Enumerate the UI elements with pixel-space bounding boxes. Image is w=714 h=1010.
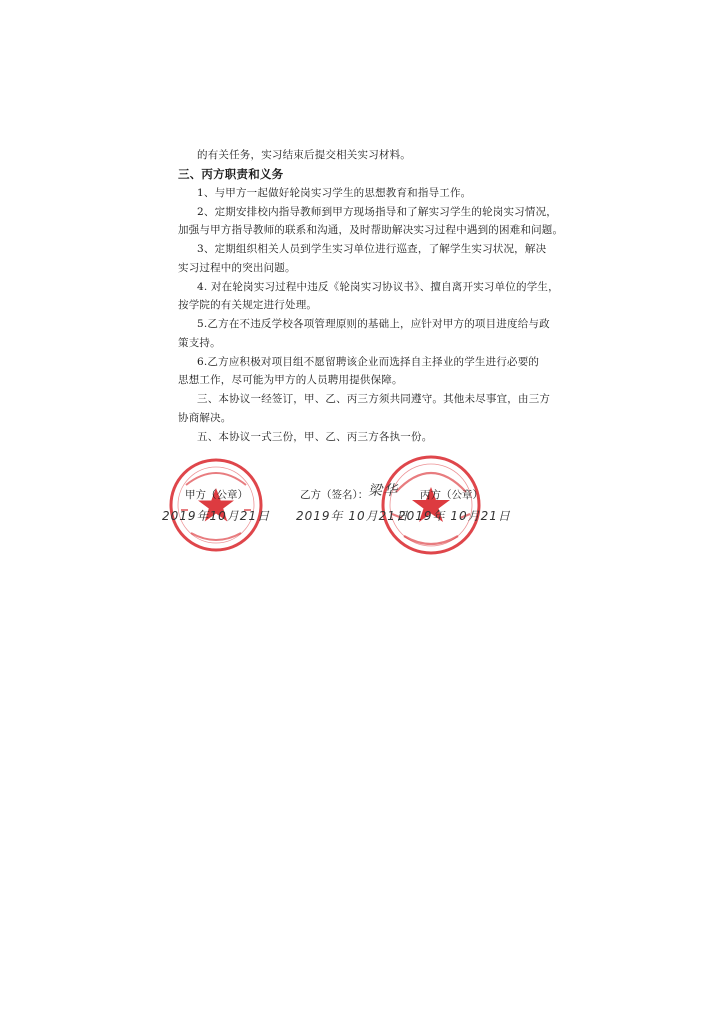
party-a-date: 2019年10月21日 [162, 509, 271, 523]
text-line: 2、定期安排校内指导教师到甲方现场指导和了解实习学生的轮岗实习情况， [197, 206, 557, 218]
party-b-date: 2019年 10月21日 [296, 509, 409, 523]
text-line: 实习过程中的突出问题。 [178, 262, 296, 274]
party-b-label: 乙方（签名）： [300, 489, 369, 501]
section-heading: 三、丙方职责和义务 [178, 167, 284, 181]
party-c-seal [378, 452, 484, 558]
party-c-date: 2019年 10月21日 [398, 509, 511, 523]
text-line: 思想工作，尽可能为甲方的人员聘用提供保障。 [178, 374, 403, 386]
text-line: 按学院的有关规定进行处理。 [178, 299, 318, 311]
text-line: 3、定期组织相关人员到学生实习单位进行巡查，了解学生实习状况，解决 [197, 243, 547, 255]
text-line: 1、与甲方一起做好轮岗实习学生的思想教育和指导工作。 [197, 187, 472, 199]
text-line: 协商解决。 [178, 412, 232, 424]
handwritten-signature: 梁华 [368, 483, 398, 499]
text-line: 三、本协议一经签订，甲、乙、丙三方须共同遵守。其他未尽事宜，由三方 [197, 393, 551, 405]
text-line: 4. 对在轮岗实习过程中违反《轮岗实习协议书》、擅自离开实习单位的学生， [197, 281, 559, 293]
text-line: 策支持。 [178, 337, 221, 349]
text-line: 的有关任务，实习结束后提交相关实习材料。 [197, 149, 411, 161]
text-line: 5.乙方在不违反学校各项管理原则的基础上，应针对甲方的项目进度给与政 [197, 318, 550, 330]
party-c-label: 丙方（公章） [420, 489, 483, 501]
text-line: 加强与甲方指导教师的联系和沟通，及时帮助解决实习过程中遇到的困难和问题。 [178, 224, 564, 236]
party-a-label: 甲方（公章） [185, 489, 248, 501]
party-a-seal [166, 455, 266, 555]
text-line: 6.乙方应积极对项目组不愿留聘该企业而选择自主择业的学生进行必要的 [197, 356, 540, 368]
text-line: 五、本协议一式三份，甲、乙、丙三方各执一份。 [197, 431, 433, 443]
